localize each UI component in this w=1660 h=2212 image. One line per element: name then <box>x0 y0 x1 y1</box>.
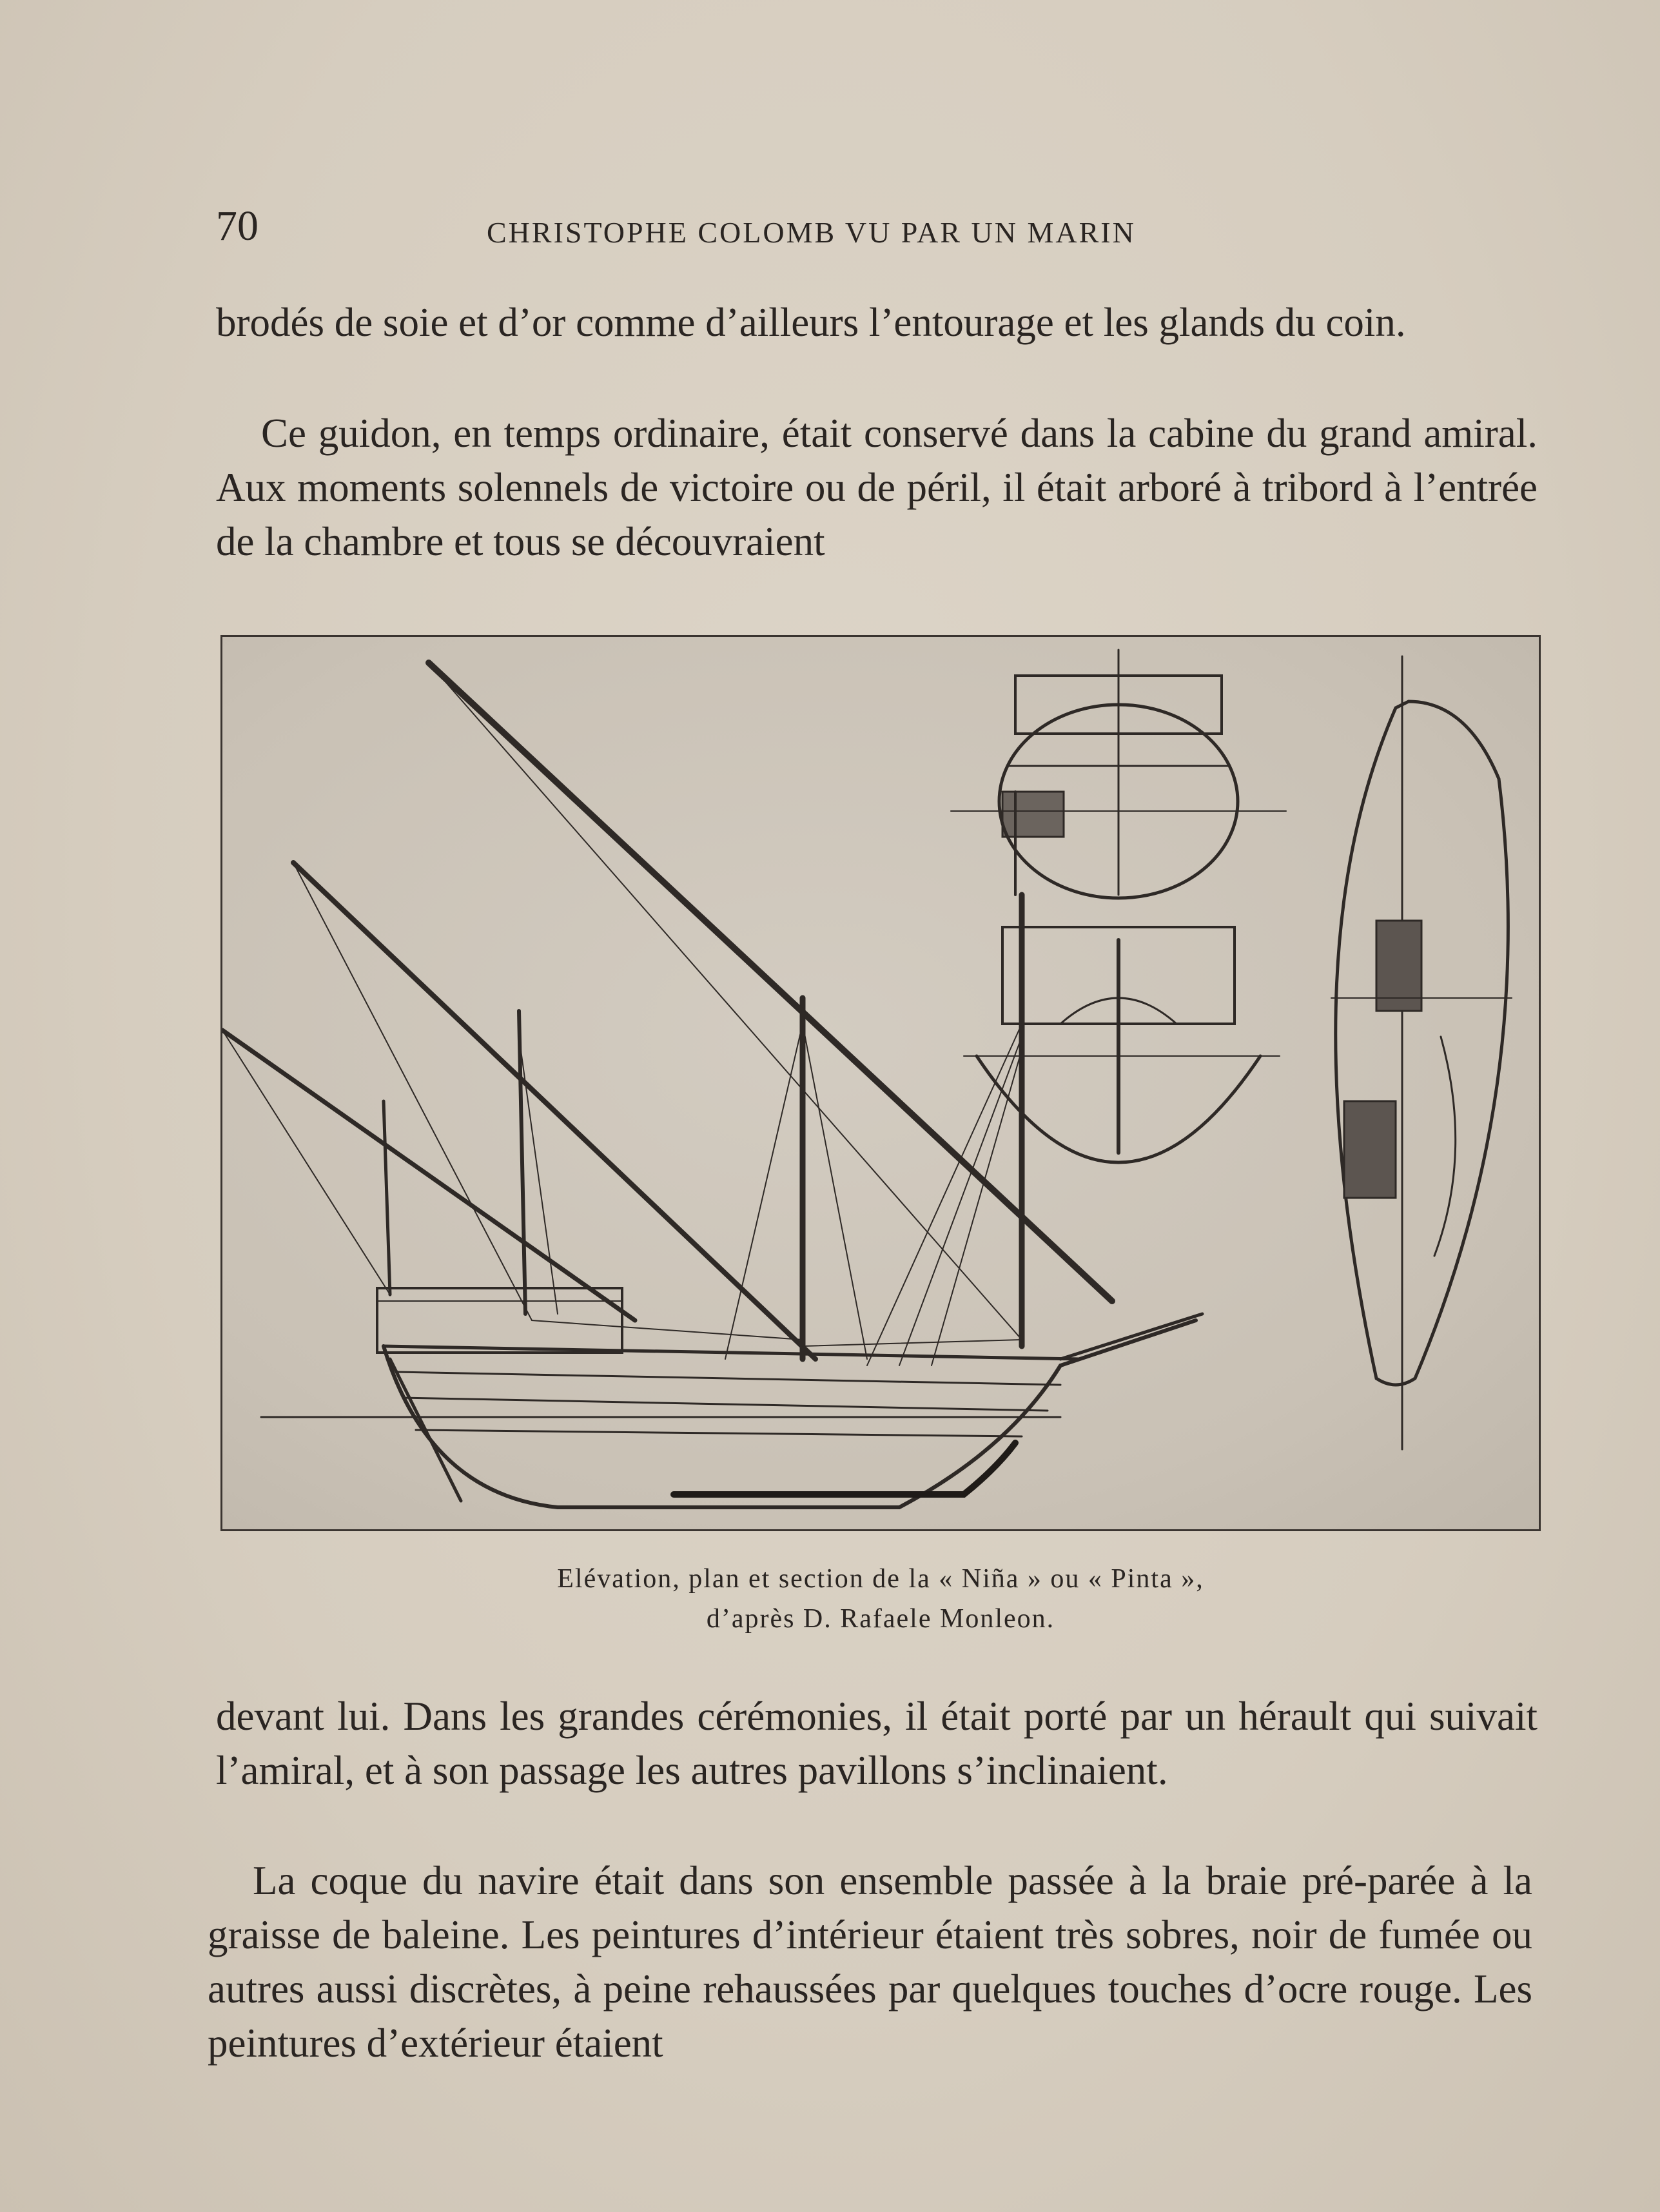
paragraph: brodés de soie et d’or comme d’ailleurs l’entourage et les glands du coin. <box>216 300 1406 345</box>
figure-caption-line2: d’après D. Rafaele Monleon. <box>706 1604 1055 1634</box>
paragraph: La coque du navire était dans son ensemble passée à la braie pré-parée à la graisse de baleine. Les peintures d’intérieur étaient très sobres, noir de fumée ou autres aussi discrètes, à peine rehaussées par quelques touches d’ocre rouge. Les peintures d’extérieur étaient <box>208 1858 1532 2066</box>
stern-section-upper <box>951 650 1286 898</box>
paragraph: devant lui. Dans les grandes cérémonies, il était porté par un hérault qui suivait l’amiral, et à son passage les autres pavillons s’inclinaient. <box>216 1694 1538 1793</box>
page-number: 70 <box>216 202 259 250</box>
deck-plan <box>1331 656 1512 1449</box>
ship-illustration <box>220 635 1541 1531</box>
midship-section-lower <box>964 927 1280 1162</box>
yard-fore <box>429 663 1112 1301</box>
figure-caption-line1: Elévation, plan et section de la « Niña » ou « Pinta », <box>557 1564 1204 1594</box>
bonaventure-mast <box>384 1101 390 1295</box>
stern-castle <box>377 1288 622 1353</box>
running-title: CHRISTOPHE COLOMB VU PAR UN MARIN <box>487 216 1136 249</box>
paragraph: Ce guidon, en temps ordinaire, était conservé dans la cabine du grand amiral. Aux moments solennels de victoire ou de péril, il était arboré à tribord à l’entrée de la chambre et tous se découvraient <box>216 411 1538 564</box>
pennant-flag <box>1002 792 1064 837</box>
ship-drawing <box>222 637 1539 1529</box>
